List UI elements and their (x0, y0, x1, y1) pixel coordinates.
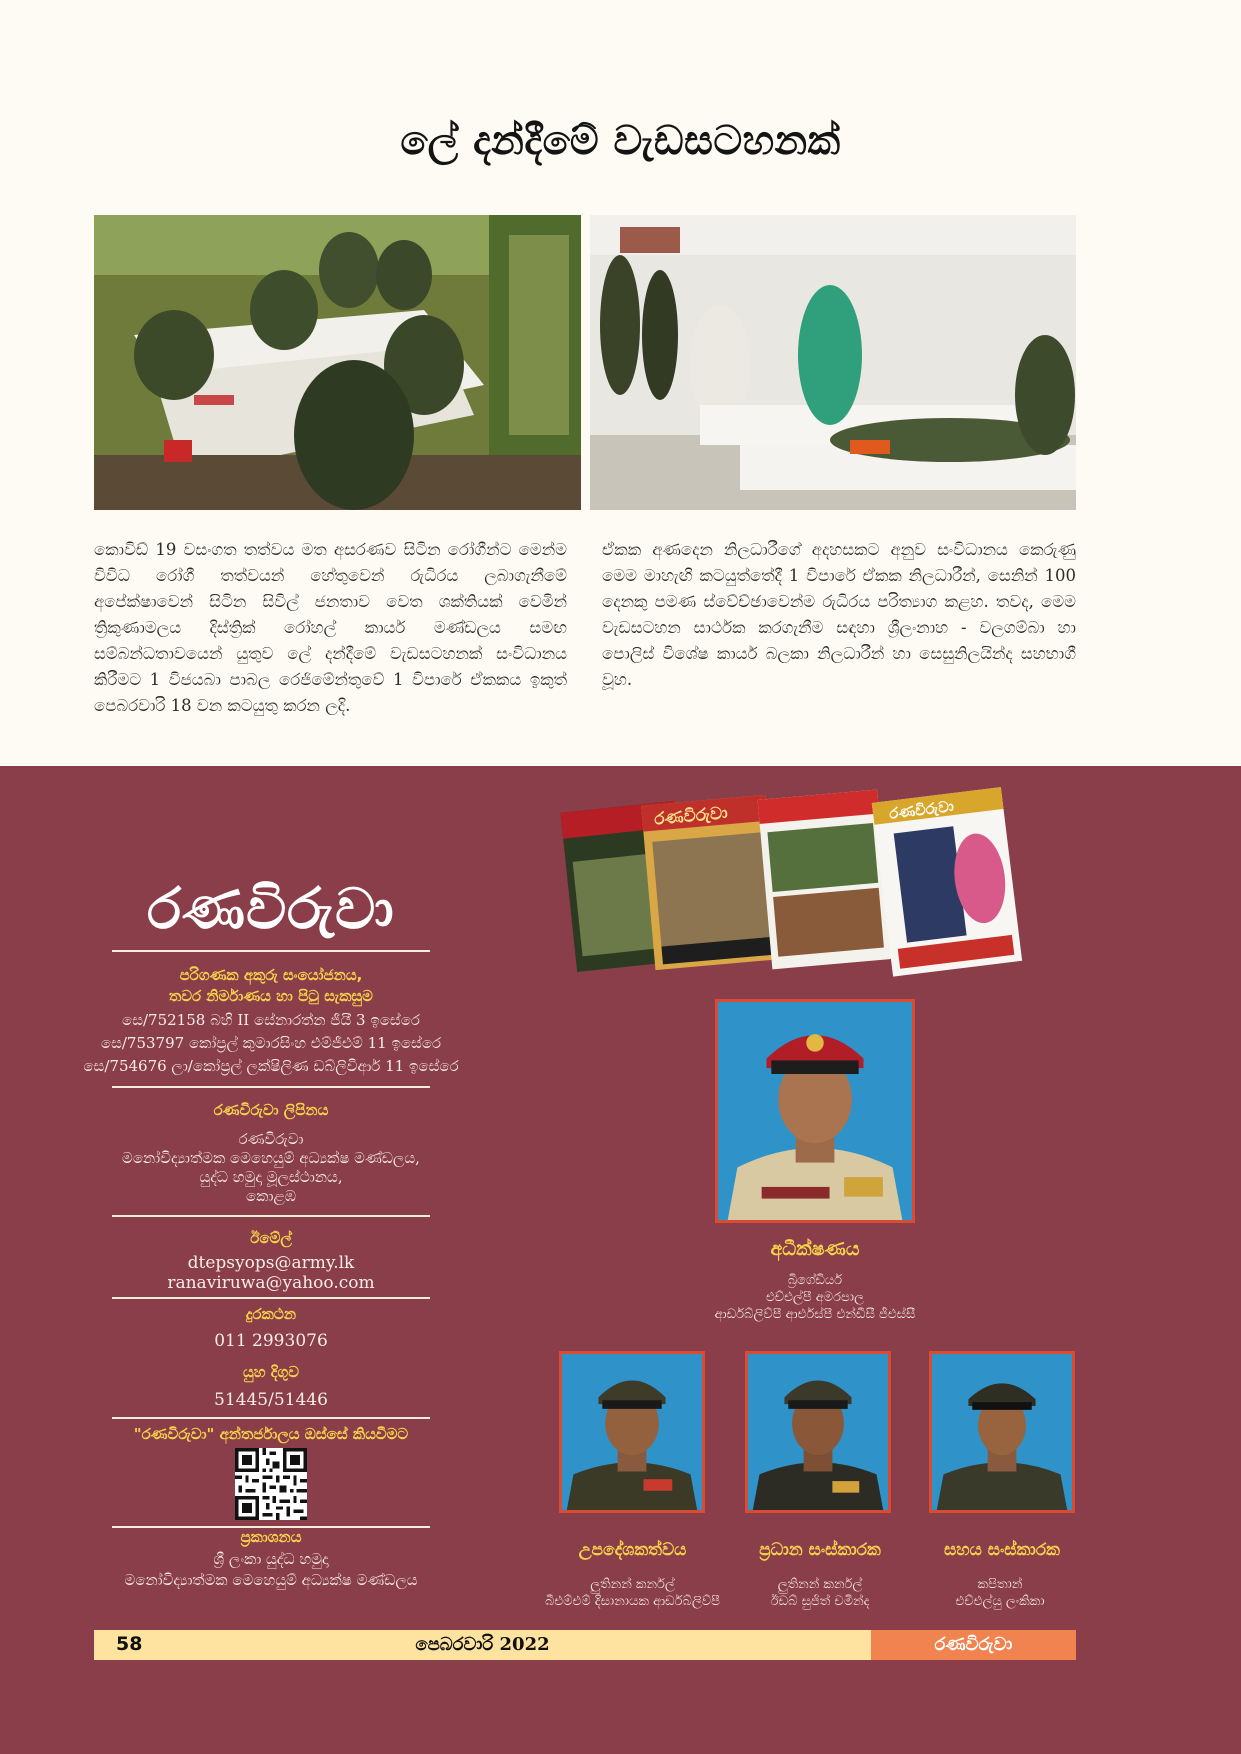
chief-editor-rank: ලුතිනන් කර්නල් (777, 1577, 863, 1592)
typesetting-staff-3: සෙ/754676 ලා/කෝප්‍රල් ලක්ෂිලිණ ඩබ්ලිවිආර් 11 ඉසේරෙ (83, 1057, 459, 1075)
director-rank: බ්‍රිගේඩියර් (787, 1273, 843, 1288)
chief-editor-name: ඊඩබ් සුජිත් චමින්ද (770, 1594, 870, 1609)
divider (112, 1417, 430, 1419)
footer-brand: රණවිරුවා (871, 1630, 1076, 1660)
article-title: ලේ දන්දීමේ වැඩසටහනක් (400, 118, 841, 164)
divider (112, 950, 430, 952)
page-footer (94, 1630, 1076, 1660)
online-reading-heading: "රණවිරුවා" අන්තර්ජාලය ඔස්සේ කියවීමට (133, 1425, 409, 1443)
divider (112, 1215, 430, 1217)
director-role: අධීක්ෂණය (770, 1238, 860, 1260)
issue-date: පෙබරවාරි 2022 (415, 1634, 550, 1655)
email-heading: ඊමේල් (250, 1229, 292, 1247)
office-address-line-3: යුද්ධ හමුදා මූලස්ථානය, (199, 1168, 343, 1186)
assistant-editor-name: එච්එල්යු ලංකිකා (955, 1594, 1045, 1609)
extension-heading: යුහ දිගුව (243, 1363, 299, 1381)
phone-number: 011 2993076 (214, 1331, 328, 1351)
director-portrait (715, 999, 915, 1223)
page-number: 58 (116, 1633, 143, 1655)
blood-donation-photo (590, 215, 1076, 510)
office-address-line-1: රණවිරුවා (238, 1130, 304, 1148)
chief-editor-role: ප්‍රධාන සංස්කාරක (759, 1540, 881, 1560)
assistant-editor-role: සහය සංස්කාරක (944, 1540, 1060, 1560)
advisor-portrait (559, 1351, 705, 1513)
registration-photo (94, 215, 581, 510)
director-name: එච්එල්පී අමරපාල (765, 1290, 864, 1305)
publisher-heading: ප්‍රකාශනය (240, 1528, 302, 1546)
phone-heading: දුරකථන (245, 1305, 297, 1323)
magazine-covers-image (560, 782, 1085, 982)
advisor-rank: ලුතිනන් කර්නල් (590, 1577, 675, 1592)
article-paragraph-2: ඒකක අණදෙන නිලධාරීගේ අදහසකට අනුව සංවිධානය කෙරුණු මෙම මාහැඟි කටයුත්තේදී 1 විපාරේ ඒකක නිලධාරීන්, සෙනින් 100 දෙනකු පමණ ස්වේච්ඡාවෙන්ම රුධිරය පරිත්‍යාග කළහ. තවද, මෙම වැඩසටහන සාර්ථක කරගැනීම සඳහා ශ්‍රීලංනාහ - වලගම්බා හා පොලිස් විශේෂ කාර්ය බලකා නිලධාරීන් හා සෙසුනිලයින්ද සහභාගී වූහ. (602, 540, 1076, 689)
qr-code-icon[interactable] (235, 1448, 307, 1520)
publisher-line-1: ශ්‍රී ලංකා යුද්ධ හමුදා (213, 1550, 329, 1568)
office-address-line-2: මනෝවිද්‍යාත්මක මෙහෙයුම් අධ්‍යක්ෂ මණ්ඩලය, (122, 1149, 420, 1167)
email-address-2[interactable]: ranaviruwa@yahoo.com (167, 1273, 375, 1293)
typesetting-staff-1: සෙ/752158 බහි II සේනාරත්න ජීයී 3 ඉසේරෙ (122, 1011, 420, 1029)
assistant-editor-portrait (929, 1351, 1075, 1513)
director-post-nominals: ආර්ඩබ්ලිව්පී ආර්එස්පී එන්ඩීසී ජීඑස්සී (714, 1307, 916, 1322)
magazine-brand-title: රණවිරුවා (147, 876, 395, 942)
office-address-heading: රණවිරුවා ලිපිනය (213, 1101, 329, 1119)
divider (112, 1086, 430, 1088)
advisor-role: උපදේශකත්වය (578, 1540, 687, 1560)
office-address-line-4: කොළඹ (246, 1187, 296, 1205)
email-address-1[interactable]: dtepsyops@army.lk (187, 1253, 355, 1273)
typesetting-heading-2: තවර නිර්මාණය හා පිටු සැකසුම (169, 987, 373, 1005)
typesetting-heading-1: පරිගණක අකුරු සංයෝජනය, (179, 966, 363, 984)
publisher-line-2: මනෝවිද්‍යාත්මක මෙහෙයුම් අධ්‍යක්ෂ මණ්ඩලය (124, 1571, 418, 1589)
extension-number: 51445/51446 (214, 1390, 328, 1410)
article-paragraph-1: කොවිඩ් 19 වසංගත තත්වය මත අසරණව සිටින රෝගීන්ට මෙන්ම විවිධ රෝගී තත්වයන් හේතුවෙන් රුධිරය ලබාගැනීමේ අපේක්ෂාවෙන් සිටින සිවිල් ජනතාව වෙත ශක්තියක් වෙමින් ත්‍රිකුණාමලය දිස්ත්‍රික් රෝහල් කාර්ය මණ්ඩලය සමඟ සම්බන්ධතාවයෙන් යුතුව ලේ දන්දීමේ වැඩසටහනක් සංවිධානය කිරීමට 1 විජයබා පාබල රෙජිමේන්තුවේ 1 විපාරේ ඒකකය ඉකුත් පෙබරවාරි 18 වන කටයුතු කරන ලදි. (94, 540, 567, 715)
chief-editor-portrait (745, 1351, 891, 1513)
assistant-editor-rank: කපිතාන් (977, 1577, 1023, 1592)
advisor-name: බීඑම්එම් දිසානායක ආර්ඩබ්ලිව්පී (545, 1594, 720, 1609)
cover-masthead-1: රණවිරුවා (653, 803, 729, 830)
typesetting-staff-2: සෙ/753797 කෝප්‍රල් කුමාරසිංහ එම්ජීඑම් 11 ඉසේරෙ (100, 1034, 442, 1052)
divider (112, 1297, 430, 1299)
cover-masthead-2: රණවිරුවා (888, 797, 955, 823)
